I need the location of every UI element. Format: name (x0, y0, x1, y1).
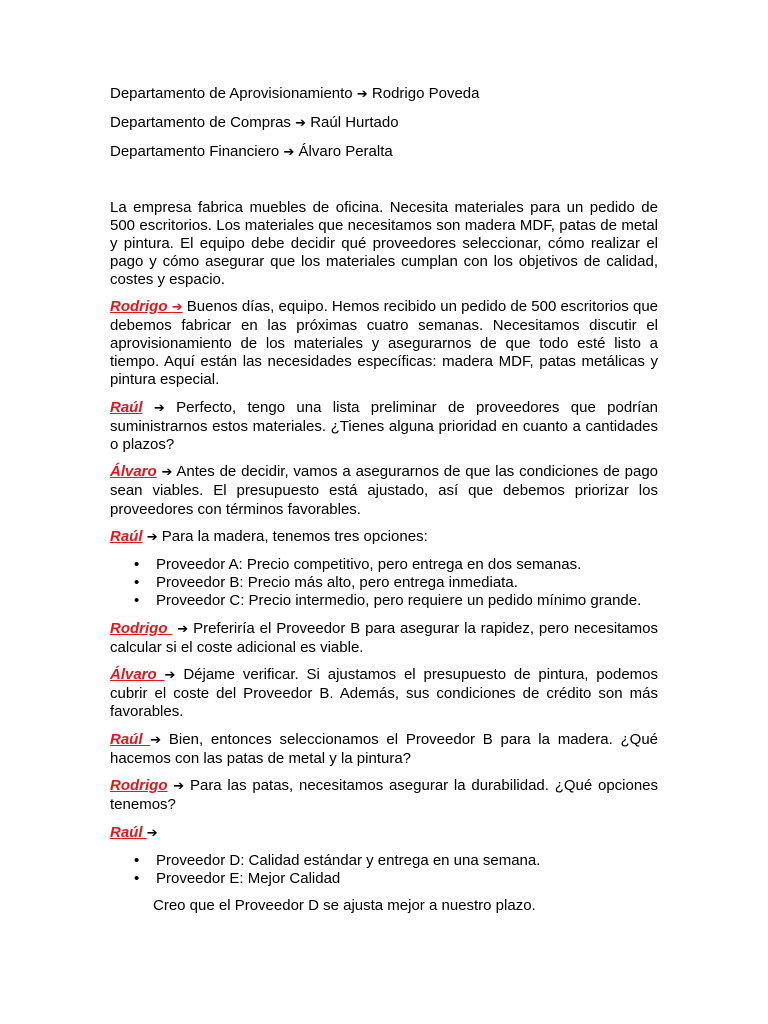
list-item: • Proveedor A: Precio competitivo, pero entrega en dos semanas. (156, 556, 658, 574)
department-line-purchasing: Departamento de Compras ➔ Raúl Hurtado (110, 114, 399, 132)
arrow-right-icon: ➔ (283, 145, 295, 161)
list-item: • Proveedor E: Mejor Calidad (156, 870, 658, 888)
arrow-right-icon: ➔ (150, 732, 162, 748)
dialogue-line: Raúl ➔ Para la madera, tenemos tres opciones: (110, 527, 428, 545)
dialogue-line: Rodrigo ➔ Para las patas, necesitamos asegurar la durabilidad. ¿Qué opciones tenemos? (110, 777, 659, 814)
speaker-name: Rodrigo (110, 619, 168, 637)
speaker-name: Raúl (110, 823, 143, 841)
dialogue-line: Raúl ➔ Bien, entonces seleccionamos el Proveedor B para la madera. ¿Qué hacemos con las patas de metal y la pintura? (110, 730, 659, 767)
arrow-right-icon: ➔ (161, 465, 173, 481)
wood-options-list (110, 556, 658, 611)
list-item: • Proveedor D: Calidad estándar y entrega en una semana. (156, 852, 658, 870)
speaker-name: Álvaro (110, 463, 157, 481)
speaker-name: Raúl (110, 527, 143, 545)
dialogue-line: Álvaro ➔ Antes de decidir, vamos a asegurarnos de que las condiciones de pago sean viables. El presupuesto está ajustado, así que debemos priorizar los proveedores con términos favorables. (110, 463, 659, 518)
arrow-right-icon: ➔ (173, 779, 185, 795)
dialogue-line: Álvaro ➔ Déjame verificar. Si ajustamos el presupuesto de pintura, podemos cubrir el coste del Proveedor B. Además, sus condiciones de crédito son más favorables. (110, 666, 659, 721)
department-line-procurement: Departamento de Aprovisionamiento ➔ Rodrigo Poveda (110, 85, 480, 102)
speaker-name: Raúl (110, 398, 143, 416)
arrow-right-icon: ➔ (164, 668, 176, 684)
arrow-right-icon: ➔ (177, 621, 189, 637)
document-page (110, 85, 658, 915)
arrow-right-icon: ➔ (146, 529, 158, 545)
arrow-right-icon: ➔ (171, 299, 183, 315)
closing-sentence: Creo que el Proveedor D se ajusta mejor a nuestro plazo. (153, 897, 536, 915)
dialogue-line (110, 824, 658, 843)
arrow-right-icon: ➔ (356, 87, 368, 102)
dialogue-line: Raúl ➔ Perfecto, tengo una lista preliminar de proveedores que podrían suministrarnos estos materiales. ¿Tienes alguna prioridad en cuanto a cantidades o plazos? (110, 398, 659, 454)
dialogue-line: Rodrigo ➔ Preferiría el Proveedor B para asegurar la rapidez, pero necesitamos calcular si el coste adicional es viable. (110, 619, 659, 656)
speaker-name: Álvaro (110, 666, 157, 684)
legs-options-list (110, 852, 658, 888)
department-line-finance: Departamento Financiero ➔ Álvaro Peralta (110, 143, 393, 161)
list-item: • Proveedor C: Precio intermedio, pero requiere un pedido mínimo grande. (156, 592, 658, 610)
intro-paragraph: La empresa fabrica muebles de oficina. Necesita materiales para un pedido de 500 escritorios. Los materiales que necesitamos son madera MDF, patas de metal y pintura. El equipo debe decidir qué proveedores seleccionar, cómo realizar el pago y cómo asegurar que los materiales cumplan con los objetivos de calidad, costes y espacio. (110, 198, 658, 289)
speaker-name: Rodrigo ➔ (110, 297, 183, 315)
dialogue-line: Rodrigo ➔ Buenos días, equipo. Hemos recibido un pedido de 500 escritorios que debemos fabricar en las próximas cuatro semanas. Necesitamos discutir el aprovisionamiento de los materiales y asegurarnos de que todo esté listo a tiempo. Aquí están las necesidades específicas: madera MDF, patas metálicas y pintura especial. (110, 297, 659, 389)
speaker-name: Rodrigo (110, 777, 168, 795)
list-item: • Proveedor B: Precio más alto, pero entrega inmediata. (156, 574, 658, 592)
arrow-right-icon: ➔ (153, 400, 165, 416)
speaker-name: Raúl (110, 730, 143, 748)
arrow-right-icon: ➔ (295, 116, 307, 132)
arrow-right-icon: ➔ (146, 825, 158, 841)
